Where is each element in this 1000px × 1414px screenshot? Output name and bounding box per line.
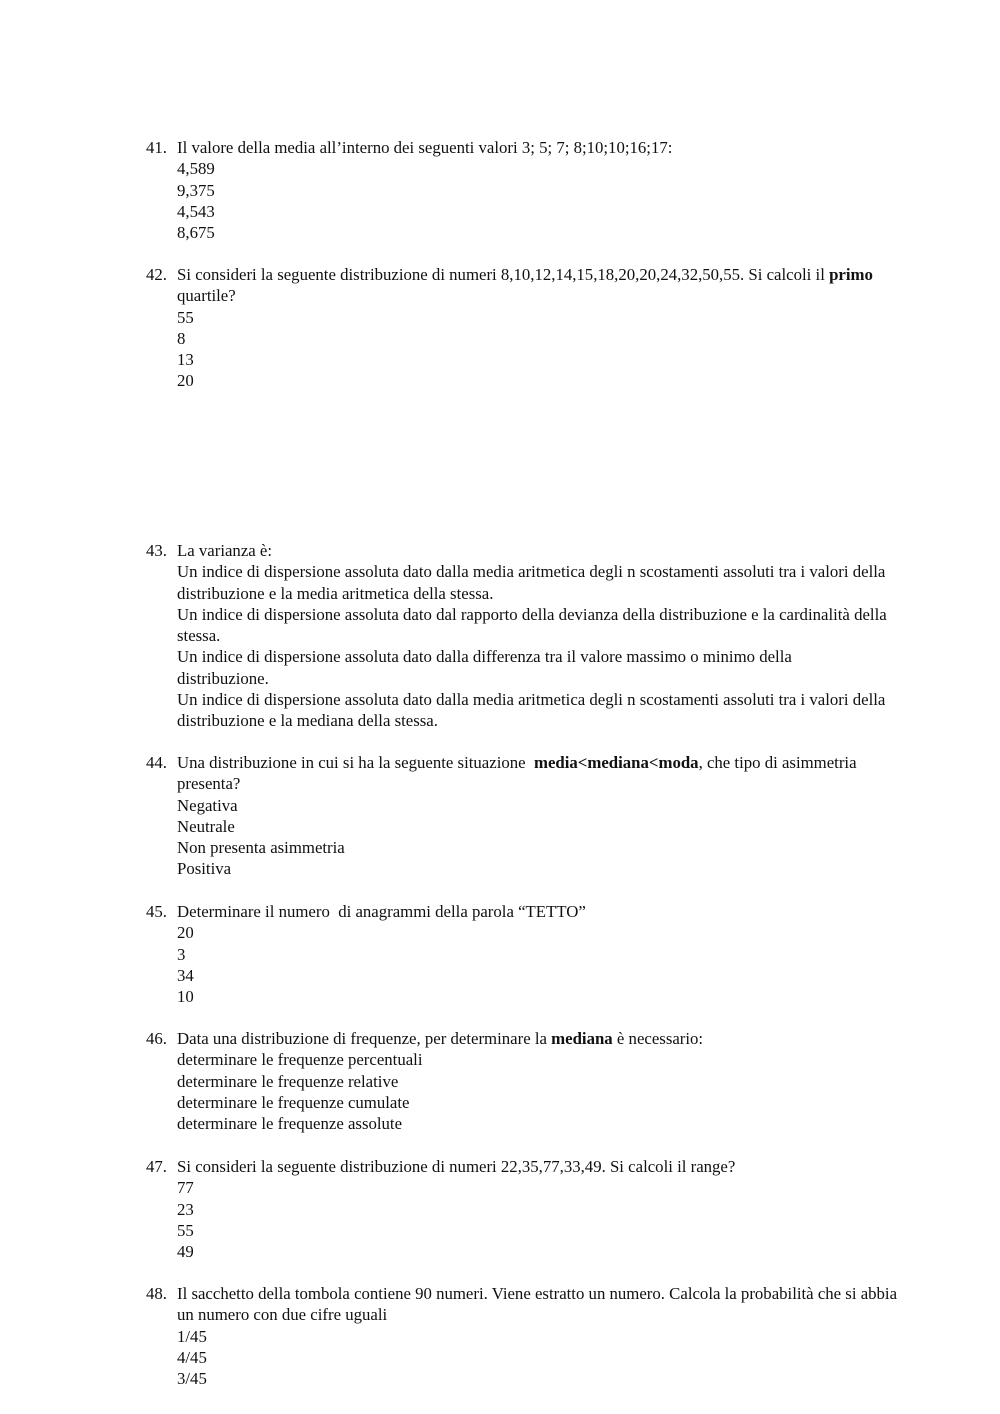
emphasis: mediana [551, 1029, 613, 1048]
answer-option: Positiva [177, 859, 232, 879]
question-text: Una distribuzione in cui si ha la seguente situazione media<mediana<moda, che tipo di asimmetria presenta? [177, 753, 857, 794]
question-text: Si consideri la seguente distribuzione di numeri 8,10,12,14,15,18,20,20,24,32,50,55. Si calcoli il primo quartile? [177, 265, 873, 306]
answer-option: 20 [177, 371, 194, 391]
question-48 [146, 1283, 926, 1389]
question-number: 48. [146, 1284, 167, 1303]
question-number: 42. [146, 265, 167, 284]
answer-option: Un indice di dispersione assoluta dato dalla media aritmetica degli n scostamenti assoluti tra i valori della distribuzione e la media aritmetica della stessa. [177, 562, 886, 603]
answer-option: 34 [177, 965, 194, 985]
answer-option: 20 [177, 923, 194, 943]
answer-option: 4/45 [177, 1347, 207, 1367]
question-47 [146, 1156, 926, 1262]
answer-option: 49 [177, 1242, 194, 1262]
answer-option: 8,675 [177, 223, 215, 243]
question-text: Il valore della media all’interno dei seguenti valori 3; 5; 7; 8;10;10;16;17: [177, 138, 673, 157]
answer-option: determinare le frequenze cumulate [177, 1092, 410, 1112]
question-43 [146, 540, 926, 732]
question-46 [146, 1028, 926, 1134]
answer-option: 8 [177, 328, 186, 348]
answer-option: 13 [177, 350, 194, 370]
question-text: Si consideri la seguente distribuzione di numeri 22,35,77,33,49. Si calcoli il range? [177, 1157, 736, 1176]
question-text: Data una distribuzione di frequenze, per determinare la mediana è necessario: [177, 1029, 704, 1048]
answer-option: 3 [177, 944, 186, 964]
question-42 [146, 264, 926, 392]
question-number: 46. [146, 1029, 167, 1048]
answer-option: Un indice di dispersione assoluta dato dalla media aritmetica degli n scostamenti assoluti tra i valori della distribuzione e la mediana della stessa. [177, 690, 886, 731]
answer-option: Negativa [177, 795, 238, 815]
question-text: Il sacchetto della tombola contiene 90 numeri. Viene estratto un numero. Calcola la probabilità che si abbia un numero con due cifre uguali [177, 1284, 898, 1325]
answer-option: 4,589 [177, 159, 215, 179]
answer-option: determinare le frequenze assolute [177, 1114, 403, 1134]
question-number: 45. [146, 902, 167, 921]
answer-option: 23 [177, 1199, 194, 1219]
answer-option: Neutrale [177, 816, 235, 836]
answer-option: 55 [177, 307, 194, 327]
answer-option: determinare le frequenze percentuali [177, 1050, 423, 1070]
question-text: Determinare il numero di anagrammi della parola “TETTO” [177, 902, 586, 921]
question-44 [146, 752, 926, 880]
answer-option: 10 [177, 987, 194, 1007]
question-45 [146, 901, 926, 1007]
question-text: La varianza è: [177, 541, 273, 560]
answer-option: Un indice di dispersione assoluta dato dal rapporto della devianza della distribuzione e la cardinalità della stessa. [177, 604, 887, 646]
answer-option: 3/45 [177, 1369, 207, 1389]
answer-option: 1/45 [177, 1326, 207, 1346]
question-number: 44. [146, 753, 167, 772]
question-number: 41. [146, 138, 167, 157]
answer-option: 4,543 [177, 201, 215, 221]
emphasis: media<mediana<moda [533, 753, 699, 772]
answer-option: 77 [177, 1178, 194, 1198]
question-number: 43. [146, 541, 167, 560]
answer-option: 55 [177, 1220, 194, 1240]
emphasis: primo [829, 265, 873, 284]
question-41 [146, 137, 926, 243]
question-number: 47. [146, 1157, 167, 1176]
answer-option: Non presenta asimmetria [177, 838, 345, 858]
answer-option: determinare le frequenze relative [177, 1071, 399, 1091]
answer-option: Un indice di dispersione assoluta dato dalla differenza tra il valore massimo o minimo della distribuzione. [177, 647, 792, 688]
answer-option: 9,375 [177, 180, 215, 200]
